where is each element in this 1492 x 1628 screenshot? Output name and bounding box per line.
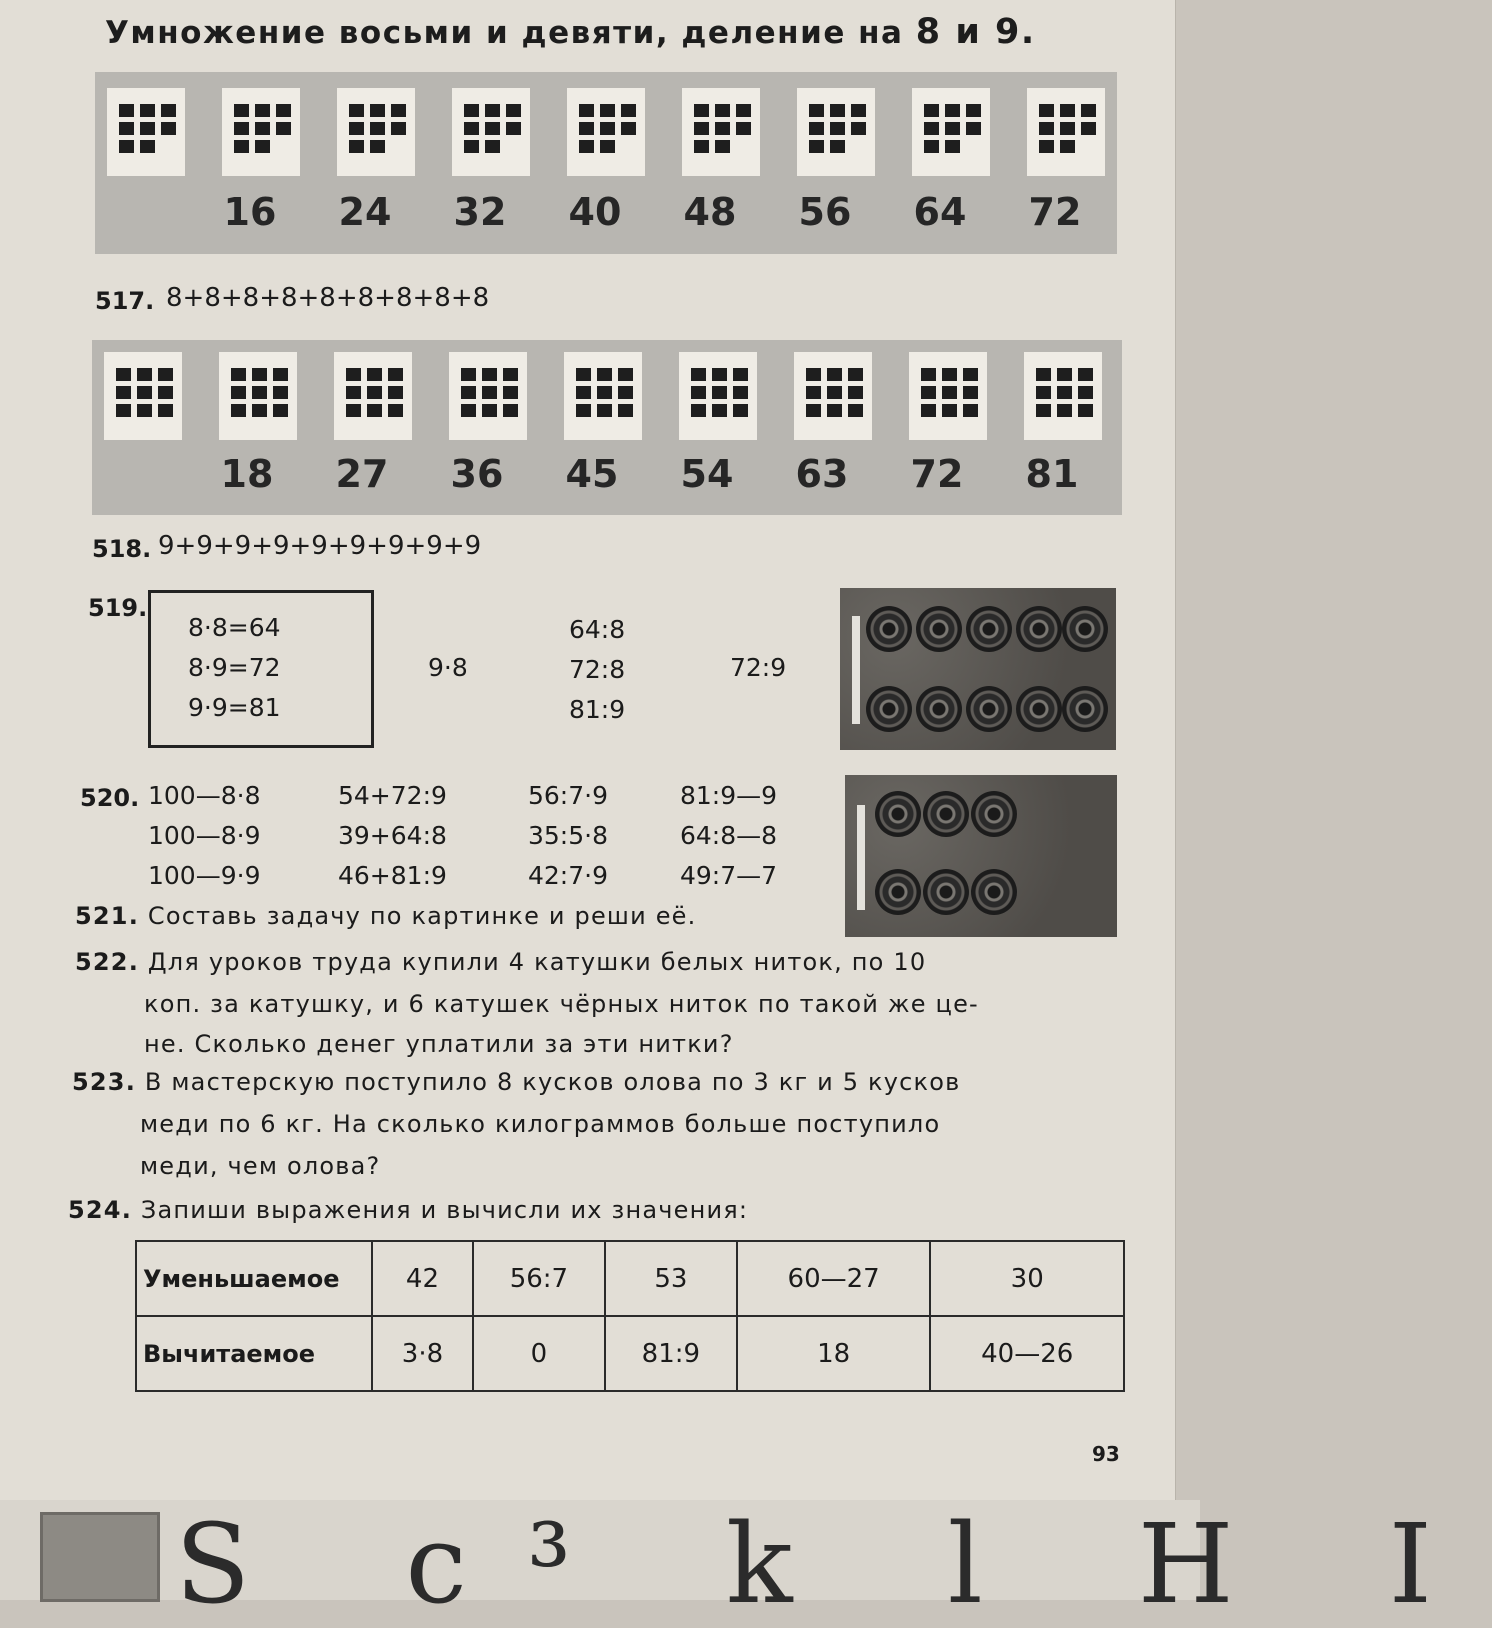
square-icon bbox=[827, 404, 842, 417]
nines-product-number: 63 bbox=[795, 452, 849, 496]
square-icon bbox=[691, 386, 706, 399]
square-icon bbox=[851, 104, 866, 117]
task-517-label: 517. bbox=[95, 287, 155, 315]
square-icon bbox=[618, 368, 633, 381]
square-icon bbox=[848, 404, 863, 417]
square-icon bbox=[806, 368, 821, 381]
square-icon bbox=[851, 122, 866, 135]
table-row bbox=[136, 1316, 1124, 1391]
square-icon bbox=[600, 140, 615, 153]
task-523-line-2: меди по 6 кг. На сколько килограммов больше поступило bbox=[140, 1110, 941, 1138]
square-icon bbox=[621, 122, 636, 135]
nines-group-card bbox=[104, 352, 182, 440]
eights-product-number: 24 bbox=[338, 190, 392, 234]
square-icon bbox=[255, 140, 270, 153]
eights-group-card bbox=[452, 88, 530, 176]
square-icon bbox=[579, 140, 594, 153]
square-icon bbox=[830, 140, 845, 153]
square-icon bbox=[161, 104, 176, 117]
square-icon bbox=[830, 104, 845, 117]
square-icon bbox=[461, 404, 476, 417]
square-icon bbox=[116, 404, 131, 417]
task-521-text: Составь задачу по картинке и реши её. bbox=[147, 902, 697, 930]
square-icon bbox=[482, 404, 497, 417]
square-icon bbox=[485, 122, 500, 135]
square-icon bbox=[367, 404, 382, 417]
square-icon bbox=[576, 368, 591, 381]
square-icon bbox=[116, 368, 131, 381]
square-icon bbox=[1078, 404, 1093, 417]
square-icon bbox=[1039, 104, 1054, 117]
task-520-expression: 42:7·9 bbox=[528, 861, 608, 890]
square-icon bbox=[349, 104, 364, 117]
square-icon bbox=[1057, 404, 1072, 417]
square-icon bbox=[252, 404, 267, 417]
task-520-expression: 64:8—8 bbox=[680, 821, 778, 850]
square-icon bbox=[388, 404, 403, 417]
square-icon bbox=[733, 404, 748, 417]
square-icon bbox=[691, 368, 706, 381]
eights-product-number: 16 bbox=[223, 190, 277, 234]
square-icon bbox=[349, 122, 364, 135]
spool-icon bbox=[923, 791, 969, 837]
square-icon bbox=[158, 386, 173, 399]
nines-group-card bbox=[909, 352, 987, 440]
task-518-label: 518. bbox=[92, 535, 152, 563]
task-523-label: 523. bbox=[72, 1068, 137, 1096]
task-519-column-4 bbox=[730, 648, 786, 688]
spool-icon bbox=[875, 791, 921, 837]
square-icon bbox=[276, 104, 291, 117]
square-icon bbox=[945, 140, 960, 153]
eights-group-card bbox=[912, 88, 990, 176]
square-icon bbox=[736, 104, 751, 117]
task-519-box-line: 8·8=64 bbox=[188, 613, 281, 642]
photo-bar bbox=[857, 805, 865, 910]
spool-icon bbox=[971, 869, 1017, 915]
square-icon bbox=[618, 404, 633, 417]
task-522-label: 522. bbox=[75, 948, 140, 976]
task-520-column-2 bbox=[338, 776, 447, 896]
spool-icon bbox=[866, 606, 912, 652]
square-icon bbox=[370, 122, 385, 135]
square-icon bbox=[576, 386, 591, 399]
spool-icon bbox=[866, 686, 912, 732]
eights-product-number: 32 bbox=[453, 190, 507, 234]
eights-group-card bbox=[337, 88, 415, 176]
square-icon bbox=[464, 122, 479, 135]
square-icon bbox=[252, 386, 267, 399]
square-icon bbox=[621, 104, 636, 117]
square-icon bbox=[924, 140, 939, 153]
spool-icon bbox=[966, 606, 1012, 652]
task-519-label: 519. bbox=[88, 594, 148, 622]
spool-icon bbox=[916, 686, 962, 732]
square-icon bbox=[464, 140, 479, 153]
square-icon bbox=[464, 104, 479, 117]
square-icon bbox=[924, 122, 939, 135]
square-icon bbox=[694, 122, 709, 135]
task-520-label: 520. bbox=[80, 784, 140, 812]
task-519-expression: 72:9 bbox=[730, 653, 787, 682]
nines-product-number: 54 bbox=[680, 452, 734, 496]
square-icon bbox=[1036, 386, 1051, 399]
spools-photo-ten bbox=[840, 588, 1116, 750]
task-522-line-3: не. Сколько денег уплатили за эти нитки? bbox=[144, 1030, 734, 1058]
square-icon bbox=[461, 368, 476, 381]
square-icon bbox=[255, 104, 270, 117]
eights-product-number: 48 bbox=[683, 190, 737, 234]
square-icon bbox=[736, 122, 751, 135]
square-icon bbox=[503, 404, 518, 417]
nines-product-number: 18 bbox=[220, 452, 274, 496]
square-icon bbox=[1060, 122, 1075, 135]
square-icon bbox=[140, 104, 155, 117]
square-icon bbox=[231, 386, 246, 399]
square-icon bbox=[618, 386, 633, 399]
square-icon bbox=[1036, 368, 1051, 381]
square-icon bbox=[579, 104, 594, 117]
table-cell: 81:9 bbox=[605, 1316, 737, 1391]
task-522-line-1 bbox=[75, 948, 926, 976]
square-icon bbox=[600, 122, 615, 135]
task-523-line-3: меди, чем олова? bbox=[140, 1152, 381, 1180]
table-cell: 53 bbox=[605, 1241, 737, 1316]
square-icon bbox=[942, 404, 957, 417]
nines-group-card bbox=[679, 352, 757, 440]
square-icon bbox=[137, 404, 152, 417]
task-518-expression: 9+9+9+9+9+9+9+9+9 bbox=[158, 531, 482, 561]
task-519-column-3 bbox=[569, 610, 625, 730]
square-icon bbox=[234, 140, 249, 153]
square-icon bbox=[234, 122, 249, 135]
square-icon bbox=[158, 404, 173, 417]
task-519-boxed-column bbox=[188, 608, 281, 728]
square-icon bbox=[733, 386, 748, 399]
square-icon bbox=[503, 368, 518, 381]
square-icon bbox=[231, 368, 246, 381]
square-icon bbox=[597, 368, 612, 381]
row-header-subtrahend: Вычитаемое bbox=[136, 1316, 372, 1391]
spool-icon bbox=[1062, 686, 1108, 732]
table-cell: 40—26 bbox=[930, 1316, 1124, 1391]
nines-group-card bbox=[794, 352, 872, 440]
square-icon bbox=[827, 368, 842, 381]
eights-product-number: 56 bbox=[798, 190, 852, 234]
square-icon bbox=[827, 386, 842, 399]
task-523-line-1 bbox=[72, 1068, 960, 1096]
square-icon bbox=[346, 386, 361, 399]
task-520-column-1 bbox=[148, 776, 260, 896]
square-icon bbox=[921, 368, 936, 381]
square-icon bbox=[346, 404, 361, 417]
eights-group-card bbox=[222, 88, 300, 176]
title-tail: 8 и 9. bbox=[915, 12, 1036, 52]
square-icon bbox=[576, 404, 591, 417]
square-icon bbox=[715, 104, 730, 117]
square-icon bbox=[1057, 386, 1072, 399]
spool-icon bbox=[875, 869, 921, 915]
square-icon bbox=[349, 140, 364, 153]
square-icon bbox=[388, 368, 403, 381]
square-icon bbox=[1039, 122, 1054, 135]
task-520-expression: 100—8·9 bbox=[148, 821, 261, 850]
square-icon bbox=[942, 368, 957, 381]
task-520-expression: 35:5·8 bbox=[528, 821, 608, 850]
eights-group-card bbox=[107, 88, 185, 176]
square-icon bbox=[119, 140, 134, 153]
task-524-table bbox=[135, 1240, 1125, 1392]
eights-product-number: 64 bbox=[913, 190, 967, 234]
task-520-expression: 46+81:9 bbox=[338, 861, 447, 890]
task-519-box-line: 8·9=72 bbox=[188, 653, 281, 682]
square-icon bbox=[119, 122, 134, 135]
task-520-expression: 100—8·8 bbox=[148, 781, 261, 810]
title-main: Умножение восьми и девяти, деление на bbox=[105, 15, 904, 51]
nines-group-card bbox=[564, 352, 642, 440]
square-icon bbox=[140, 122, 155, 135]
square-icon bbox=[482, 368, 497, 381]
square-icon bbox=[597, 386, 612, 399]
spool-icon bbox=[966, 686, 1012, 732]
photo-bar bbox=[852, 616, 860, 724]
square-icon bbox=[963, 404, 978, 417]
square-icon bbox=[694, 140, 709, 153]
square-icon bbox=[367, 386, 382, 399]
next-page-edge bbox=[0, 1500, 1492, 1628]
table-cell: 60—27 bbox=[737, 1241, 931, 1316]
square-icon bbox=[506, 122, 521, 135]
square-icon bbox=[255, 122, 270, 135]
square-icon bbox=[1081, 122, 1096, 135]
square-icon bbox=[945, 104, 960, 117]
table-cell: 18 bbox=[737, 1316, 931, 1391]
task-524 bbox=[68, 1196, 748, 1224]
eights-group-card bbox=[797, 88, 875, 176]
square-icon bbox=[694, 104, 709, 117]
task-519-column-2 bbox=[428, 648, 468, 688]
nines-group-card bbox=[334, 352, 412, 440]
square-icon bbox=[809, 122, 824, 135]
table-row bbox=[136, 1241, 1124, 1316]
square-icon bbox=[942, 386, 957, 399]
spools-photo-six bbox=[845, 775, 1117, 937]
square-icon bbox=[712, 404, 727, 417]
spool-icon bbox=[1016, 686, 1062, 732]
square-icon bbox=[252, 368, 267, 381]
square-icon bbox=[806, 386, 821, 399]
library-stamp-icon bbox=[40, 1512, 160, 1602]
square-icon bbox=[273, 386, 288, 399]
square-icon bbox=[158, 368, 173, 381]
task-520-expression: 39+64:8 bbox=[338, 821, 447, 850]
nines-group-card bbox=[449, 352, 527, 440]
square-icon bbox=[945, 122, 960, 135]
spool-icon bbox=[1016, 606, 1062, 652]
spool-icon bbox=[1062, 606, 1108, 652]
eights-product-number: 72 bbox=[1028, 190, 1082, 234]
square-icon bbox=[966, 104, 981, 117]
square-icon bbox=[1039, 140, 1054, 153]
square-icon bbox=[963, 368, 978, 381]
square-icon bbox=[1060, 104, 1075, 117]
eights-group-card bbox=[1027, 88, 1105, 176]
square-icon bbox=[388, 386, 403, 399]
task-519-expression: 72:8 bbox=[569, 655, 626, 684]
task-524-text: Запиши выражения и вычисли их значения: bbox=[140, 1196, 749, 1224]
page-title bbox=[105, 12, 1036, 52]
task-520-expression: 100—9·9 bbox=[148, 861, 261, 890]
square-icon bbox=[1078, 368, 1093, 381]
square-icon bbox=[119, 104, 134, 117]
square-icon bbox=[712, 386, 727, 399]
square-icon bbox=[921, 386, 936, 399]
square-icon bbox=[963, 386, 978, 399]
square-icon bbox=[733, 368, 748, 381]
square-icon bbox=[234, 104, 249, 117]
square-icon bbox=[712, 368, 727, 381]
spool-icon bbox=[916, 606, 962, 652]
square-icon bbox=[391, 104, 406, 117]
task-520-expression: 81:9—9 bbox=[680, 781, 778, 810]
nines-group-card bbox=[1024, 352, 1102, 440]
square-icon bbox=[370, 140, 385, 153]
square-icon bbox=[848, 386, 863, 399]
task-520-expression: 54+72:9 bbox=[338, 781, 447, 810]
task-519-expression: 81:9 bbox=[569, 695, 626, 724]
square-icon bbox=[597, 404, 612, 417]
task-520-expression: 49:7—7 bbox=[680, 861, 778, 890]
square-icon bbox=[137, 368, 152, 381]
task-524-label: 524. bbox=[68, 1196, 133, 1224]
next-page-text: S c³ k l H I bbox=[175, 1500, 1492, 1628]
task-521-label: 521. bbox=[75, 902, 140, 930]
square-icon bbox=[503, 386, 518, 399]
task-522-text: Для уроков труда купили 4 катушки белых ниток, по 10 bbox=[147, 948, 927, 976]
task-521 bbox=[75, 902, 696, 930]
square-icon bbox=[367, 368, 382, 381]
eights-product-number: 40 bbox=[568, 190, 622, 234]
spool-icon bbox=[971, 791, 1017, 837]
nines-product-number: 72 bbox=[910, 452, 964, 496]
table-cell: 0 bbox=[473, 1316, 605, 1391]
square-icon bbox=[691, 404, 706, 417]
eights-group-card bbox=[682, 88, 760, 176]
square-icon bbox=[830, 122, 845, 135]
task-517-expression: 8+8+8+8+8+8+8+8+8 bbox=[166, 283, 490, 313]
task-522-line-2: коп. за катушку, и 6 катушек чёрных ниток по такой же це- bbox=[144, 990, 979, 1018]
square-icon bbox=[116, 386, 131, 399]
table-cell: 42 bbox=[372, 1241, 473, 1316]
square-icon bbox=[161, 122, 176, 135]
table-cell: 3·8 bbox=[372, 1316, 473, 1391]
nines-product-number: 27 bbox=[335, 452, 389, 496]
square-icon bbox=[370, 104, 385, 117]
square-icon bbox=[1078, 386, 1093, 399]
nines-group-card bbox=[219, 352, 297, 440]
square-icon bbox=[276, 122, 291, 135]
nines-product-number: 45 bbox=[565, 452, 619, 496]
square-icon bbox=[506, 104, 521, 117]
square-icon bbox=[921, 404, 936, 417]
square-icon bbox=[273, 368, 288, 381]
square-icon bbox=[391, 122, 406, 135]
task-519-box-line: 9·9=81 bbox=[188, 693, 281, 722]
square-icon bbox=[273, 404, 288, 417]
square-icon bbox=[140, 140, 155, 153]
square-icon bbox=[579, 122, 594, 135]
square-icon bbox=[485, 104, 500, 117]
square-icon bbox=[809, 104, 824, 117]
square-icon bbox=[809, 140, 824, 153]
square-icon bbox=[461, 386, 476, 399]
task-523-text: В мастерскую поступило 8 кусков олова по 3 кг и 5 кусков bbox=[144, 1068, 961, 1096]
square-icon bbox=[715, 122, 730, 135]
page-number: 93 bbox=[1092, 1442, 1120, 1466]
table-cell: 56:7 bbox=[473, 1241, 605, 1316]
square-icon bbox=[1057, 368, 1072, 381]
square-icon bbox=[1060, 140, 1075, 153]
square-icon bbox=[848, 368, 863, 381]
task-520-column-4 bbox=[680, 776, 777, 896]
square-icon bbox=[1036, 404, 1051, 417]
task-519-expression: 9·8 bbox=[428, 653, 468, 682]
square-icon bbox=[966, 122, 981, 135]
square-icon bbox=[482, 386, 497, 399]
nines-product-number: 36 bbox=[450, 452, 504, 496]
table-cell: 30 bbox=[930, 1241, 1124, 1316]
eights-group-card bbox=[567, 88, 645, 176]
square-icon bbox=[346, 368, 361, 381]
spool-icon bbox=[923, 869, 969, 915]
square-icon bbox=[231, 404, 246, 417]
square-icon bbox=[1081, 104, 1096, 117]
square-icon bbox=[485, 140, 500, 153]
task-519-expression: 64:8 bbox=[569, 615, 626, 644]
square-icon bbox=[806, 404, 821, 417]
square-icon bbox=[600, 104, 615, 117]
task-520-column-3 bbox=[528, 776, 608, 896]
square-icon bbox=[715, 140, 730, 153]
row-header-minuend: Уменьшаемое bbox=[136, 1241, 372, 1316]
square-icon bbox=[924, 104, 939, 117]
square-icon bbox=[137, 386, 152, 399]
task-520-expression: 56:7·9 bbox=[528, 781, 608, 810]
nines-product-number: 81 bbox=[1025, 452, 1079, 496]
